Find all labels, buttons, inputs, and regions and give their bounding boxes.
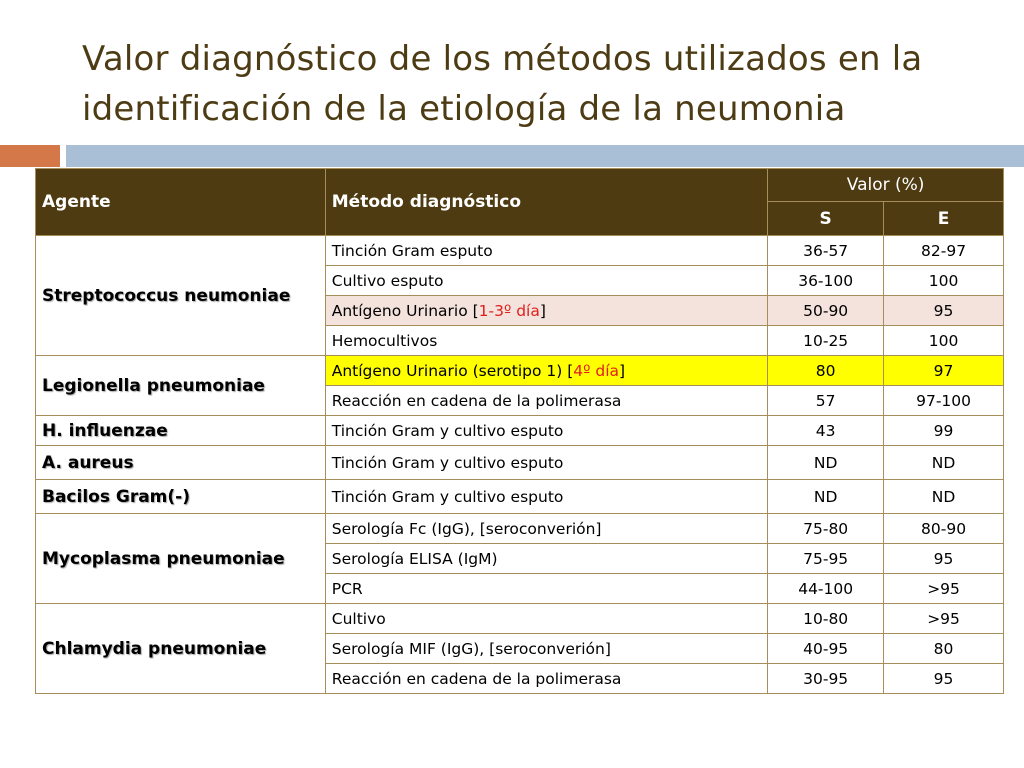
method-cell: Tinción Gram esputo (325, 236, 767, 266)
sensitivity-cell: 10-80 (768, 604, 884, 634)
specificity-cell: >95 (884, 604, 1004, 634)
method-cell (325, 296, 767, 326)
sensitivity-cell: 50-90 (768, 296, 884, 326)
agent-cell: Mycoplasma pneumoniae (36, 514, 326, 604)
specificity-cell: 80-90 (884, 514, 1004, 544)
header-s: S (768, 202, 884, 236)
agent-cell: A. aureus (36, 446, 326, 480)
sensitivity-cell: ND (768, 480, 884, 514)
accent-bar-blue (66, 145, 1024, 167)
table-row (36, 480, 1004, 514)
method-cell: Tinción Gram y cultivo esputo (325, 416, 767, 446)
agent-cell: H. influenzae (36, 416, 326, 446)
agent-cell: Streptococcus neumoniae (36, 236, 326, 356)
sensitivity-cell: 75-80 (768, 514, 884, 544)
method-cell: Hemocultivos (325, 326, 767, 356)
specificity-cell: 100 (884, 326, 1004, 356)
table-row (36, 356, 1004, 386)
sensitivity-cell: 75-95 (768, 544, 884, 574)
sensitivity-cell: 36-100 (768, 266, 884, 296)
method-cell: Reacción en cadena de la polimerasa (325, 386, 767, 416)
header-valor: Valor (%) (768, 169, 1004, 202)
method-day-text: 1-3º día (478, 301, 540, 320)
specificity-cell: 95 (884, 296, 1004, 326)
specificity-cell: 95 (884, 544, 1004, 574)
sensitivity-cell: 10-25 (768, 326, 884, 356)
method-text: Antígeno Urinario [ (331, 301, 479, 320)
sensitivity-cell: 43 (768, 416, 884, 446)
sensitivity-cell: 44-100 (768, 574, 884, 604)
sensitivity-cell: ND (768, 446, 884, 480)
method-cell: PCR (325, 574, 767, 604)
header-e: E (884, 202, 1004, 236)
specificity-cell: 95 (884, 664, 1004, 694)
method-text-end: ] (619, 361, 626, 380)
specificity-cell: 97-100 (884, 386, 1004, 416)
method-cell: Cultivo (325, 604, 767, 634)
agent-cell: Legionella pneumoniae (36, 356, 326, 416)
method-day-text: 4º día (573, 361, 620, 380)
method-cell (325, 356, 767, 386)
sensitivity-cell: 80 (768, 356, 884, 386)
method-cell: Serología ELISA (IgM) (325, 544, 767, 574)
sensitivity-cell: 40-95 (768, 634, 884, 664)
table-row (36, 416, 1004, 446)
table-row (36, 604, 1004, 634)
page-title: Valor diagnóstico de los métodos utilizados en la identificación de la etiología de la neumonia (82, 39, 923, 129)
table-row (36, 446, 1004, 480)
accent-bar-orange (0, 145, 60, 167)
header-metodo: Método diagnóstico (325, 169, 767, 236)
method-text-end: ] (539, 301, 546, 320)
sensitivity-cell: 30-95 (768, 664, 884, 694)
sensitivity-cell: 57 (768, 386, 884, 416)
specificity-cell: 99 (884, 416, 1004, 446)
agent-cell: Chlamydia pneumoniae (36, 604, 326, 694)
specificity-cell: ND (884, 446, 1004, 480)
method-cell: Serología Fc (IgG), [seroconverión] (325, 514, 767, 544)
method-cell: Serología MIF (IgG), [seroconverión] (325, 634, 767, 664)
specificity-cell: 80 (884, 634, 1004, 664)
method-cell: Cultivo esputo (325, 266, 767, 296)
method-cell: Tinción Gram y cultivo esputo (325, 480, 767, 514)
specificity-cell: 100 (884, 266, 1004, 296)
table-row (36, 236, 1004, 266)
specificity-cell: 97 (884, 356, 1004, 386)
sensitivity-cell: 36-57 (768, 236, 884, 266)
method-text: Antígeno Urinario (serotipo 1) [ (331, 361, 574, 380)
method-cell: Reacción en cadena de la polimerasa (325, 664, 767, 694)
agent-cell: Bacilos Gram(-) (36, 480, 326, 514)
specificity-cell: ND (884, 480, 1004, 514)
specificity-cell: >95 (884, 574, 1004, 604)
method-cell: Tinción Gram y cultivo esputo (325, 446, 767, 480)
diagnostic-table (35, 168, 1004, 694)
table-row (36, 514, 1004, 544)
header-agente: Agente (36, 169, 326, 236)
specificity-cell: 82-97 (884, 236, 1004, 266)
